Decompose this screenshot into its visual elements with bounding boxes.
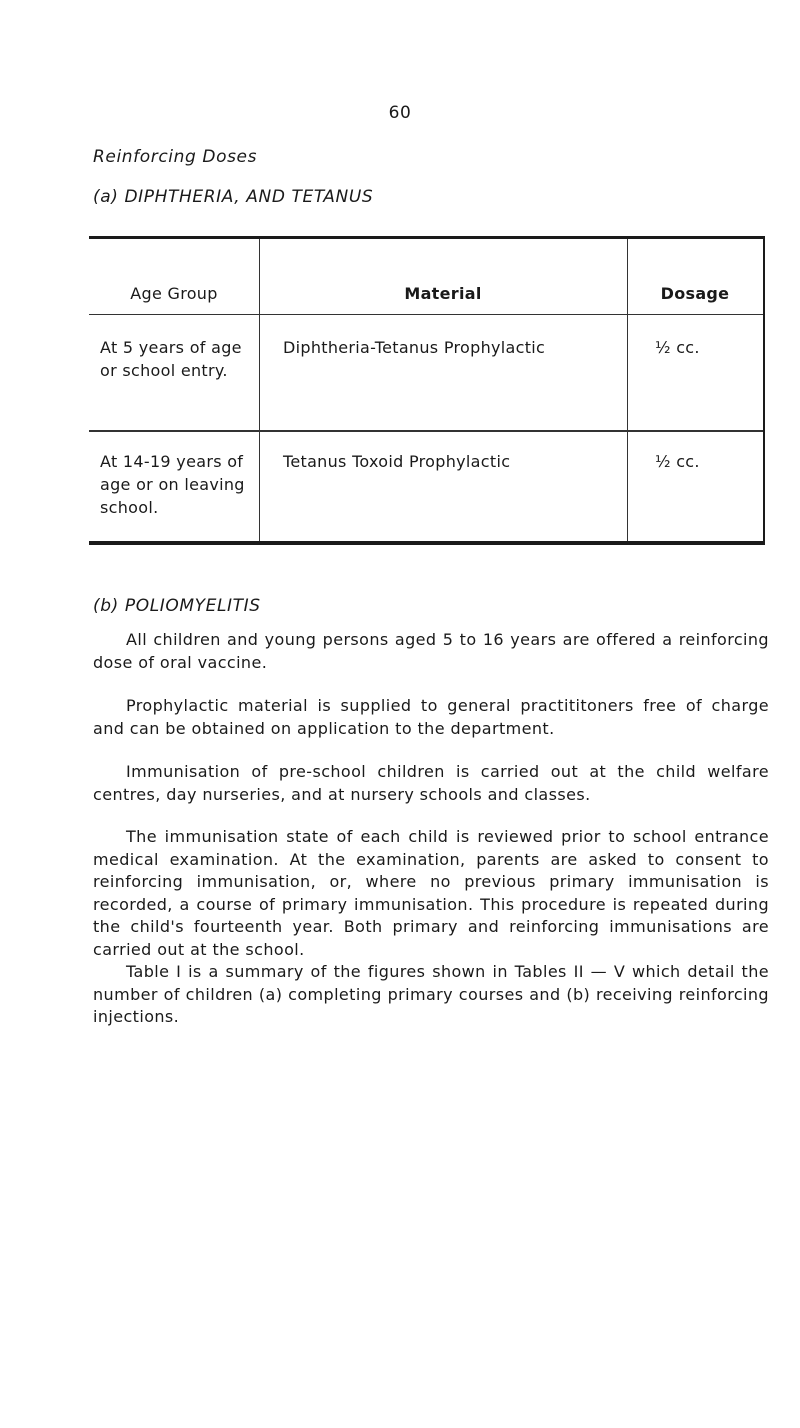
table-cell-material: Tetanus Toxoid Prophylactic bbox=[283, 452, 511, 471]
section-title: Reinforcing Doses bbox=[93, 147, 258, 167]
body-paragraph: Immunisation of pre-school children is carried out at the child welfare centres, day nurseries, and at nursery schools and classes. bbox=[93, 762, 769, 804]
page-number: 60 bbox=[388, 103, 412, 123]
body-paragraph: Prophylactic material is supplied to general practititoners free of charge and can be obtained on application to the department. bbox=[93, 696, 769, 738]
table-row-divider bbox=[89, 430, 763, 432]
table-header-age-group: Age Group bbox=[130, 284, 218, 303]
table-cell-material: Diphtheria-Tetanus Prophylactic bbox=[283, 338, 546, 357]
table-row-divider bbox=[89, 314, 763, 315]
table-cell-age-group: At 5 years of age or school entry. bbox=[100, 338, 242, 380]
table-cell-dosage: ½ cc. bbox=[655, 452, 700, 471]
body-paragraph: The immunisation state of each child is reviewed prior to school entrance medical examination. At the examination, parents are asked to consent to reinforcing immunisation, or, where no previous primary immunisation is recorded, a course of primary immunisation. This procedure is repeated during the child's fourteenth year. Both primary and reinforcing immunisations are carried out at the school. bbox=[93, 827, 769, 959]
table-cell-age-group: At 14-19 years of age or on leaving school. bbox=[100, 452, 245, 517]
subsection-title-poliomyelitis: (b) POLIOMYELITIS bbox=[93, 596, 261, 616]
body-paragraph: All children and young persons aged 5 to 16 years are offered a reinforcing dose of oral vaccine. bbox=[93, 630, 769, 672]
table-cell-dosage: ½ cc. bbox=[655, 338, 700, 357]
body-paragraph: Table I is a summary of the figures shown in Tables II — V which detail the number of children (a) completing primary courses and (b) receiving reinforcing injections. bbox=[93, 962, 769, 1026]
subsection-title-diphtheria-tetanus: (a) DIPHTHERIA, AND TETANUS bbox=[93, 187, 374, 207]
table-header-material: Material bbox=[404, 284, 482, 303]
dosage-table bbox=[89, 236, 765, 545]
table-header-dosage: Dosage bbox=[660, 284, 730, 303]
